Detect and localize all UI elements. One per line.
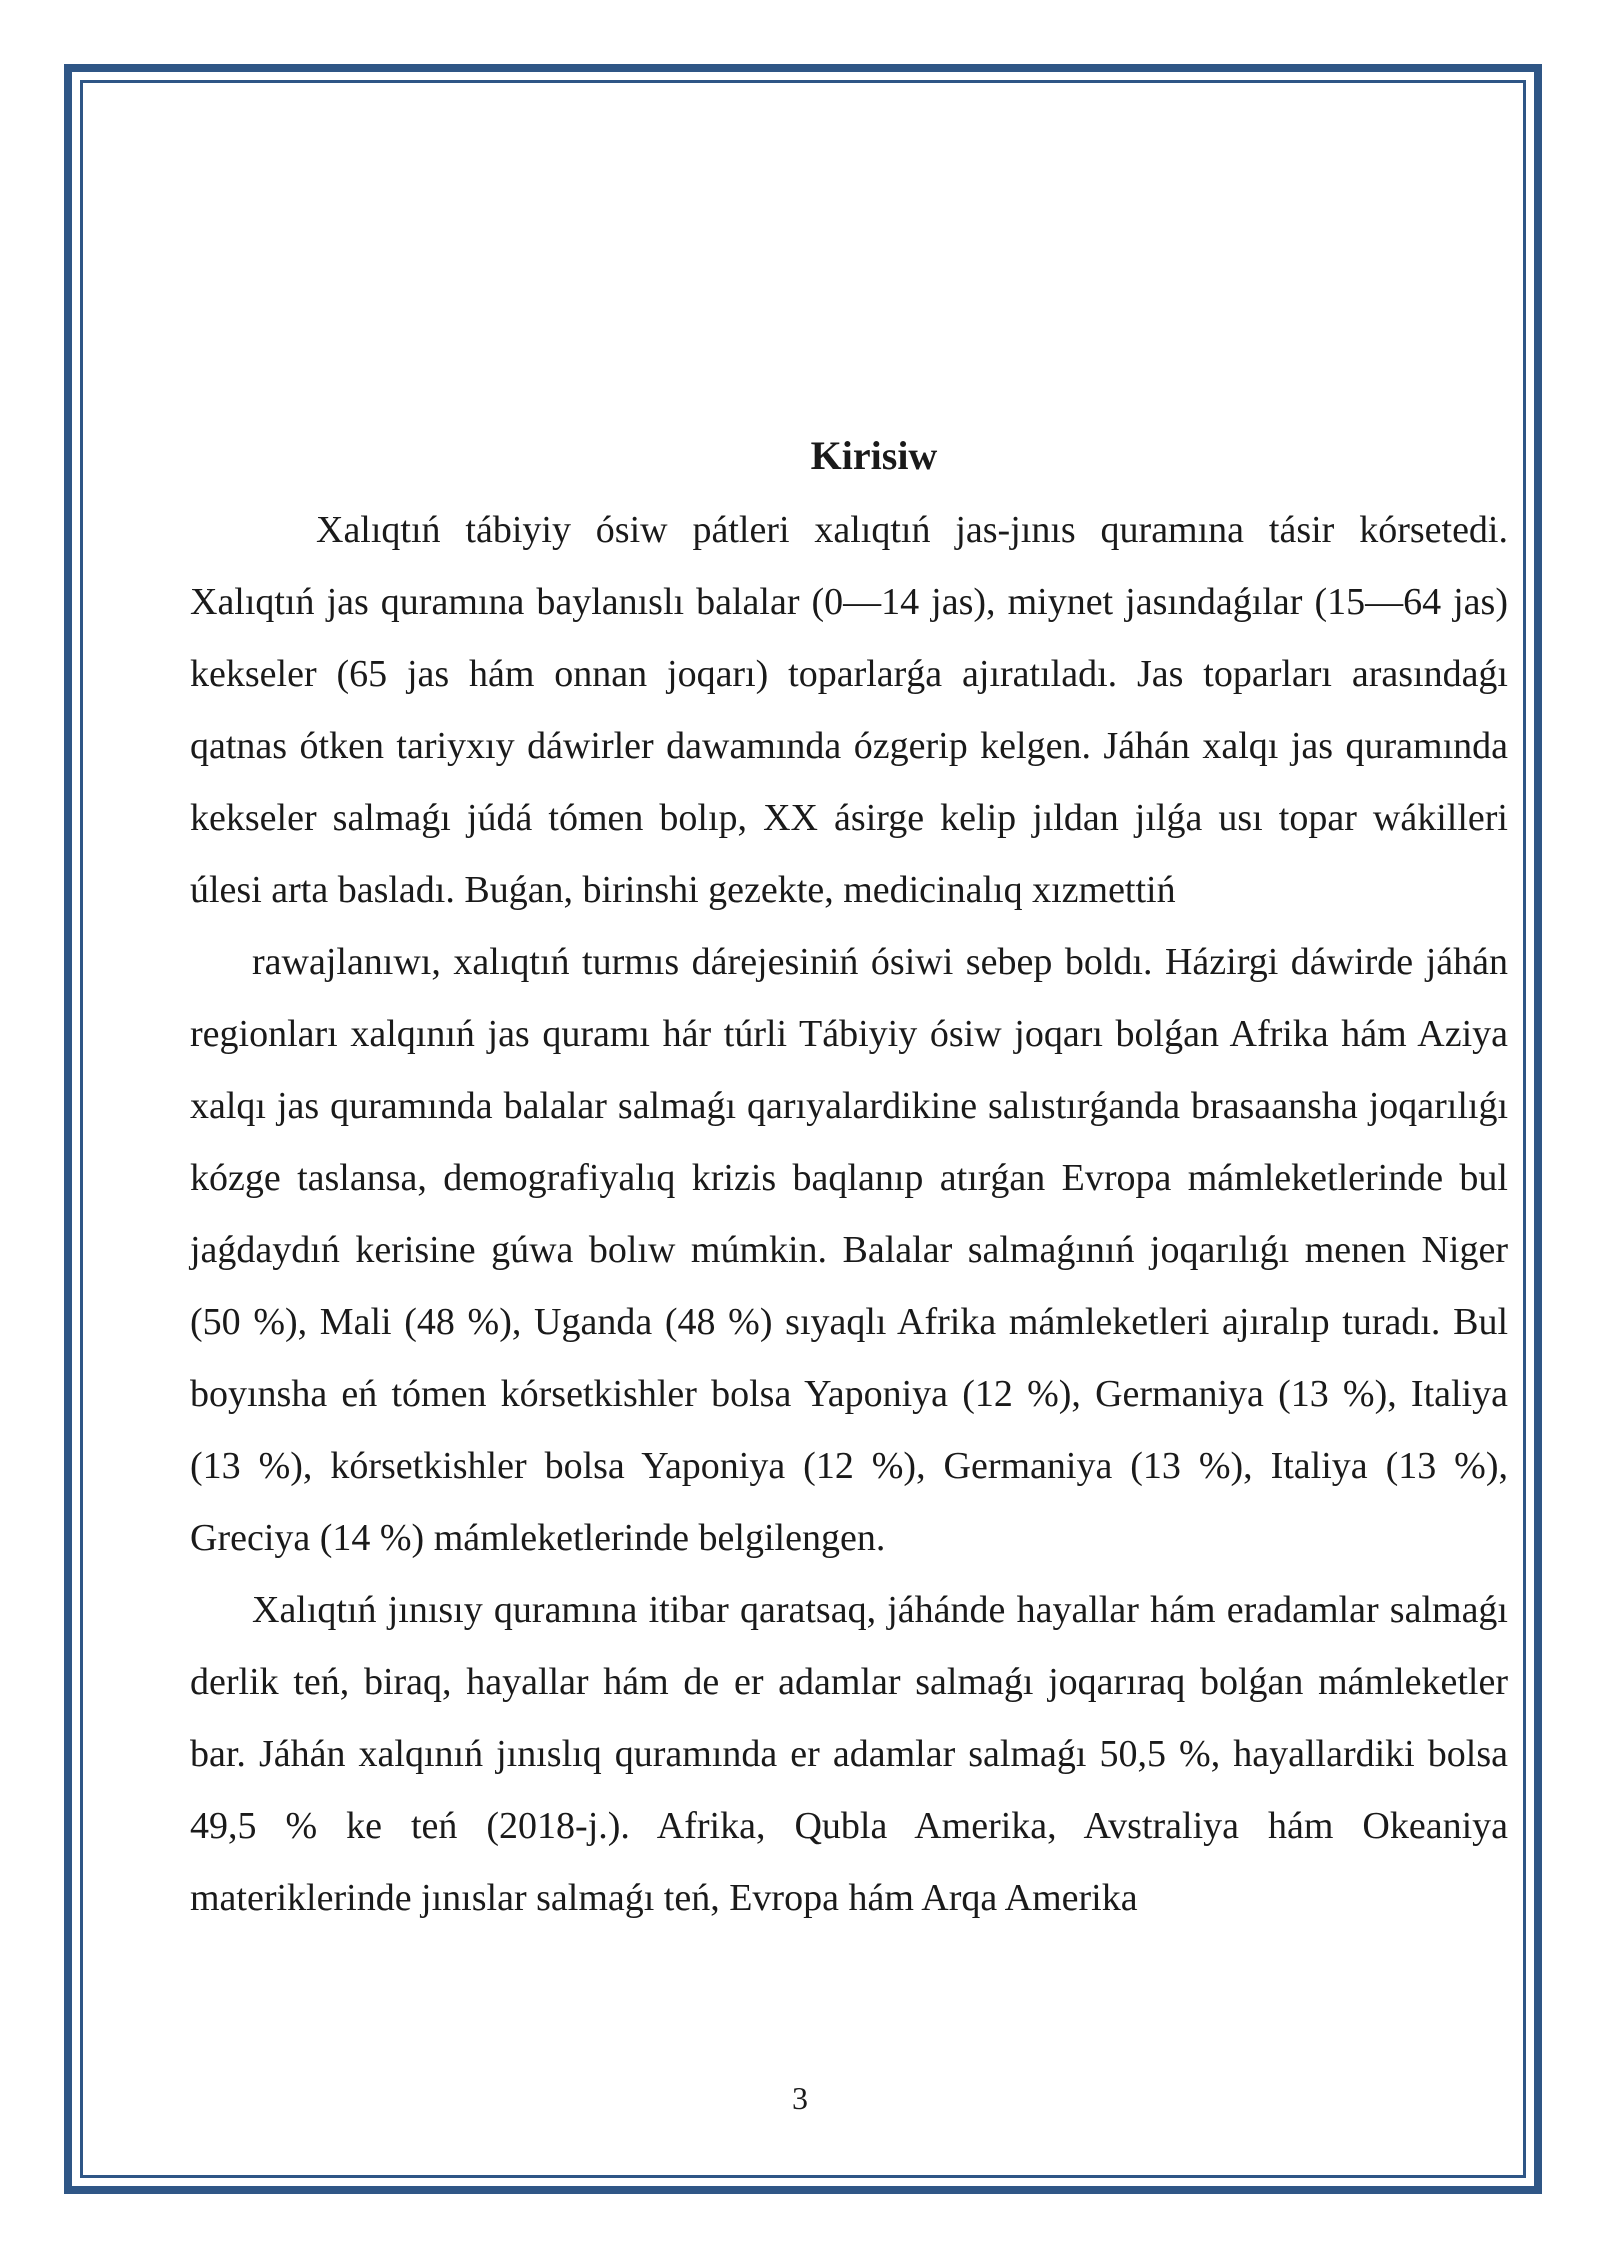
paragraph-3: Xalıqtıń jınısıy quramına itibar qaratsaq, jáhánde hayallar hám eradamlar salmaǵı derlik teń, biraq, hayallar hám de er adamlar salmaǵı joqarıraq bolǵan mámleketler bar. Jáhán xalqınıń jınıslıq quramında er adamlar salmaǵı 50,5 %, hayallardiki bolsa 49,5 % ke teń (2018-j.). Afrika, Qubla Amerika, Avstraliya hám Okeaniya materiklerinde jınıslar salmaǵı teń, Evropa hám Arqa Amerika (190, 1589, 1508, 1919)
document-body (190, 430, 1508, 1934)
document-title: Kirisiw (810, 433, 938, 478)
paragraph-2: rawajlanıwı, xalıqtıń turmıs dárejesiniń ósiwi sebep boldı. Házirgi dáwirde jáhán regionları xalqınıń jas quramı hár túrli Tábiyiy ósiw joqarı bolǵan Afrika hám Aziya xalqı jas quramında balalar salmaǵı qarıyalardikine salıstırǵanda brasaansha joqarılıǵı kózge taslansa, demografiyalıq krizis baqlanıp atırǵan Evropa mámleketlerinde bul jaǵdaydıń kerisine gúwa bolıw múmkin. Balalar salmaǵınıń joqarılıǵı menen Niger (50 %), Mali (48 %), Uganda (48 %) sıyaqlı Afrika mámleketleri ajıralıp turadı. Bul boyınsha eń tómen kórsetkishler bolsa Yaponiya (12 %), Germaniya (13 %), Italiya (13 %), kórsetkishler bolsa Yaponiya (12 %), Germaniya (13 %), Italiya (13 %), Greciya (14 %) mámleketlerinde belgilengen. (190, 941, 1508, 1559)
page-number: 3 (792, 2080, 808, 2116)
paragraph-1: Xalıqtıń tábiyiy ósiw pátleri xalıqtıń jas-jınıs quramına tásir kórsetedi. Xalıqtıń jas quramına baylanıslı balalar (0—14 jas), miynet jasındaǵılar (15—64 jas) kekseler (65 jas hám onnan joqarı) toparlarǵa ajıratıladı. Jas toparları arasındaǵı qatnas ótken tariyxıy dáwirler dawamında ózgerip kelgen. Jáhán xalqı jas quramında kekseler salmaǵı júdá tómen bolıp, XX ásirge kelip jıldan jılǵa usı topar wákilleri úlesi arta basladı. Buǵan, birinshi gezekte, medicinalıq xızmettiń (190, 509, 1508, 911)
